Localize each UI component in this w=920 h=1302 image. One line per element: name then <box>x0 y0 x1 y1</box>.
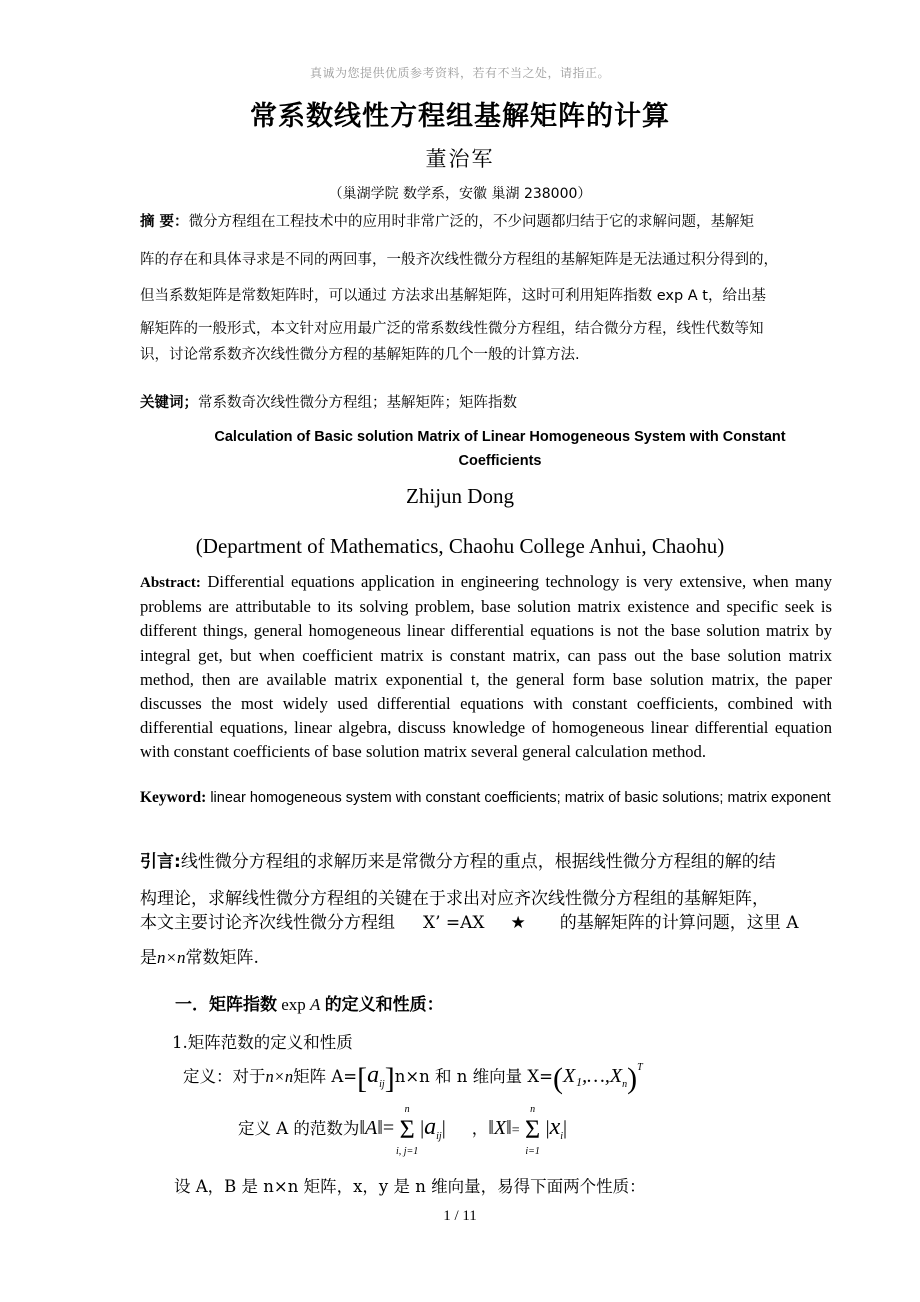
intro-line-1: 引言:线性微分方程组的求解历来是常微分方程的重点，根据线性微分方程组的解的结 <box>140 852 776 872</box>
keywords-chinese <box>140 391 517 412</box>
intro-label: 引言: <box>140 852 181 872</box>
title-english: Calculation of Basic solution Matrix of Linear Homogeneous System with Constant Coefficients <box>214 429 786 469</box>
keywords-en-text: linear homogeneous system with constant coefficients; matrix of basic solutions; matrix exponent <box>210 790 831 806</box>
keywords-en-label: Keyword: <box>140 789 207 806</box>
author-english: Zhijun Dong <box>406 484 514 508</box>
watermark-header: 真诚为您提供优质参考资料，若有不当之处，请指正。 <box>309 66 610 80</box>
abstract-english <box>140 570 832 765</box>
affiliation-english: (Department of Mathematics, Chaohu College Anhui, Chaohu) <box>195 534 725 558</box>
star-icon: ★ <box>510 913 526 933</box>
intro-line-4: 是n×n常数矩阵. <box>140 948 259 968</box>
left-bracket: [ <box>357 1062 368 1095</box>
keywords-english <box>140 786 832 810</box>
summation-symbol: n Σ i, j=1 <box>395 1103 419 1157</box>
abstract-cn-label: 摘 要： <box>140 214 189 230</box>
intro-line-3: 本文主要讨论齐次线性微分方程组 X’ =AX ★ 的基解矩阵的计算问题，这里 A <box>140 913 799 933</box>
author-chinese: 董治军 <box>425 147 495 171</box>
summation-symbol-2: n Σ i=1 <box>525 1103 541 1157</box>
properties-intro: 设 A，B 是 n×n 矩阵，x，y 是 n 维向量，易得下面两个性质： <box>174 1177 646 1196</box>
abstract-en-label: Abstract: <box>140 575 201 591</box>
section-heading-1: 一．矩阵指数 exp A 的定义和性质： <box>175 995 444 1015</box>
page-title: 常系数线性方程组基解矩阵的计算 <box>250 101 670 132</box>
keywords-cn-label: 关键词； <box>140 395 198 411</box>
intro-line-2: 构理论，求解线性微分方程组的关键在于求出对应齐次线性微分方程组的基解矩阵， <box>140 889 769 909</box>
keywords-cn-text: 常系数奇次线性微分方程组；基解矩阵；矩阵指数 <box>198 395 517 411</box>
equation-xprime-ax: X’ =AX <box>423 913 485 933</box>
document-page: 真诚为您提供优质参考资料，若有不当之处，请指正。 常系数线性方程组基解矩阵的计算 董治军 （巢湖学院 数学系，安徽 巢湖 238000） 摘 要：微分方程组在工程技术中的应用时非常广泛的，不少问题都归结于它的求解问题，基解矩 阵的存在和具体寻求是不同的两回事，一般齐次线性微分方程组的基解矩阵是无法通过积分得到的， 但当系数矩阵是常数矩阵时，可以通过 方法求出基解矩阵，这时可利用矩阵指数 exp A t，给出基 解矩阵的一般形式，本文针对应用最广泛的常系数线性微分方程组，结合微分方程，线性代数等知 识，讨论常系数齐次线性微分方程的基解矩阵的几个一般的计算方法. 关键词；常系数奇次线性微分方程组；基解矩阵；矩阵指数 Calculation of Basic solution Matrix of Linear Homogeneous System with Constant Coefficients Zhijun Dong (Department of Mathematics, Chaohu College Anhui, Chaohu) Abstract: Differential equations application in engineering technology is very extensive, when many problems are attributable to its solving problem, base solution matrix existence and specific seek is different things, general homogeneous linear differential equations is not the base solution matrix by integral get, but when coefficient matrix is constant matrix, can pass out the base solution matrix method, then are available matrix exponential t, the general form base solution matrix, the paper discusses the most widely used differential equations with constant coefficients, combined with differential equations, linear algebra, discuss knowledge of homogeneous linear differential equation with constant coefficients of base solution matrix several general calculation method. Keyword: linear homogeneous system with constant coefficients; matrix of basic solutions; matrix exponent 引言:线性微分方程组的求解历来是常微分方程的重点，根据线性微分方程组的解的结 构理论，求解线性微分方程组的关键在于求出对应齐次线性微分方程组的基解矩阵， 本文主要讨论齐次线性微分方程组 X’ =AX ★ 的基解矩阵的计算问题，这里 A 是n×n常数矩阵. 一．矩阵指数 exp A 的定义和性质： 1.矩阵范数的定义和性质 定义：对于n×n矩阵 $A=[a_{ij}]n\times n$ 和 n 维向量 $X=(X_1,\dots,X_n)^T$ 定义 A 的范数为‖A‖= n Σ i, j=1 $|a_{ij}|$ ，‖X‖= n Σ i=1 $|x_i|$ 设 A，B 是 n×n 矩阵，x，y 是 n 维向量，易得下面两个性质： 1 / 11 <box>0 0 920 1302</box>
abstract-en-text: Differential equations application in engineering technology is very extensive, when many problems are attributable to its solving problem, base solution matrix existence and specific seek is different things, general homogeneous linear differential equations is not the base solution matrix by integral get, but when coefficient matrix is constant matrix, can pass out the base solution matrix method, then are available matrix exponential t, the general form base solution matrix, the paper discusses the most widely used differential equations with constant coefficients, combined with differential equations, linear algebra, discuss knowledge of homogeneous linear differential equation with constant coefficients of base solution matrix several general calculation method. <box>140 572 832 762</box>
definition-matrix-norm: 定义：对于n×n矩阵 $A=[a_{ij}]n\times n$ 和 n 维向量 $X=(X_1,\dots,X_n)^T$ <box>183 1062 643 1095</box>
page-number: 1 / 11 <box>443 1208 477 1224</box>
affiliation-chinese: （巢湖学院 数学系，安徽 巢湖 238000） <box>328 186 592 202</box>
right-bracket: ] <box>384 1062 395 1095</box>
subsection-heading-1: 1.矩阵范数的定义和性质 <box>172 1033 353 1052</box>
definition-norm-formula: 定义 A 的范数为‖A‖= n Σ i, j=1 $|a_{ij}|$ ，‖X‖= n Σ i=1 $|x_i|$ <box>238 1103 568 1157</box>
